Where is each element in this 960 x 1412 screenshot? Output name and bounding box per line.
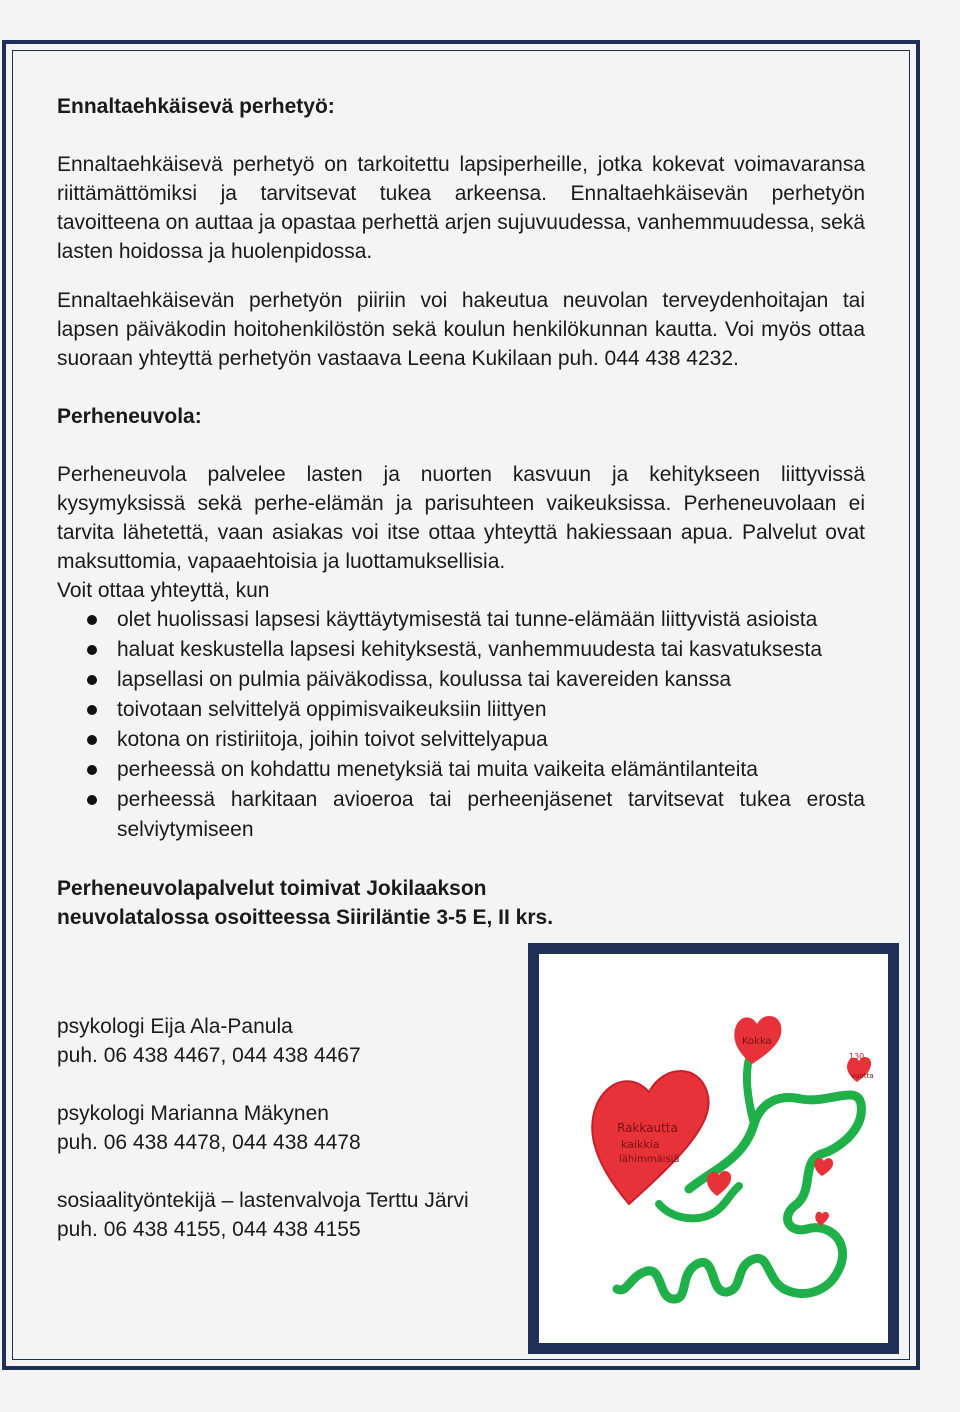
contact-list [57, 1012, 469, 1273]
location-info [57, 874, 865, 932]
list-item: haluat keskustella lapsesi kehityksestä, vanhemmuudesta tai kasvatuksesta [57, 635, 865, 665]
bullet-icon [87, 795, 97, 805]
bullet-icon [87, 735, 97, 745]
contact-item [57, 1186, 469, 1244]
heart-text: lähimmäisiä [619, 1154, 680, 1165]
small-heart-icon [707, 1171, 731, 1196]
heart-text: Rakkautta [617, 1121, 678, 1135]
list-item: perheessä on kohdattu menetyksiä tai muita vaikeita elämäntilanteita [57, 755, 865, 785]
contact-name: sosiaalityöntekijä – lastenvalvoja Terttu Järvi [57, 1189, 469, 1212]
green-line-branch [747, 1059, 754, 1124]
heart-text: vuotta [851, 1072, 874, 1080]
contact-item [57, 1012, 469, 1070]
main-content [57, 92, 865, 932]
small-heart-icon [814, 1158, 833, 1176]
section-heading-perheneuvola: Perheneuvola: [57, 405, 202, 428]
list-item: olet huolissasi lapsesi käyttäytymisestä tai tunne-elämään liittyvistä asioista [57, 605, 865, 635]
contact-name: psykologi Eija Ala-Panula [57, 1015, 293, 1038]
paragraph-perhetyo-contact: Ennaltaehkäisevän perhetyön piiriin voi hakeutua neuvolan terveydenhoitajan tai lapsen päiväkodin hoitohenkilöstön sekä koulun henkilökunnan kautta. Voi myös ottaa suoraan yhteyttä perhetyön vastaava Leena Kukilaan puh. 044 438 4232. [57, 289, 865, 370]
heart-text: 130 [849, 1052, 865, 1061]
section-heading-perhetyo: Ennaltaehkäisevä perhetyö: [57, 95, 335, 118]
list-item: toivotaan selvittelyä oppimisvaikeuksiin liittyen [57, 695, 865, 725]
paragraph-perheneuvola-intro: Perheneuvola palvelee lasten ja nuorten kasvuun ja kehitykseen liittyvissä kysymyksissä sekä perhe-elämän ja parisuhteen vaikeuksissa. Perheneuvolaan ei tarvita lähetettä, vaan asiakas voi itse ottaa yhteyttä hakiessaan apua. Palvelut ovat maksuttomia, vapaaehtoisia ja luottamuksellisia. [57, 463, 865, 573]
list-item: lapsellasi on pulmia päiväkodissa, koulussa tai kavereiden kanssa [57, 665, 865, 695]
location-line-2: neuvolatalossa osoitteessa Siiriläntie 3-5 E, II krs. [57, 906, 554, 929]
list-item: kotona on ristiriitoja, joihin toivot selvittelyapua [57, 725, 865, 755]
heart-text: Kokka [742, 1036, 772, 1047]
child-drawing-frame [528, 943, 899, 1354]
bullet-icon [87, 675, 97, 685]
bullet-icon [87, 765, 97, 775]
heart-text: kaikkia [621, 1138, 660, 1151]
contact-name: psykologi Marianna Mäkynen [57, 1102, 329, 1125]
child-drawing [539, 954, 888, 1343]
list-item: perheessä harkitaan avioeroa tai perheenjäsenet tarvitsevat tukea erosta selviytymiseen [57, 785, 865, 845]
contact-when-intro: Voit ottaa yhteyttä, kun [57, 579, 270, 602]
paragraph-perhetyo-intro: Ennaltaehkäisevä perhetyö on tarkoitettu lapsiperheille, jotka kokevat voimavaransa riittämättömiksi ja tarvitsevat tukea arkeensa. Ennaltaehkäisevän perhetyön tavoitteena on auttaa ja opastaa perhettä arjen sujuvuudessa, vanhemmuudessa, sekä lasten hoidossa ja huolenpidossa. [57, 153, 865, 263]
bullet-icon [87, 645, 97, 655]
bullet-icon [87, 615, 97, 625]
green-line-branch-2 [659, 1186, 739, 1218]
location-line-1: Perheneuvolapalvelut toimivat Jokilaakson [57, 877, 487, 900]
contact-phone: puh. 06 438 4467, 044 438 4467 [57, 1044, 361, 1067]
contact-phone: puh. 06 438 4478, 044 438 4478 [57, 1131, 361, 1154]
bullet-icon [87, 705, 97, 715]
contact-item [57, 1099, 469, 1157]
contact-phone: puh. 06 438 4155, 044 438 4155 [57, 1218, 361, 1241]
reasons-list [57, 605, 865, 845]
